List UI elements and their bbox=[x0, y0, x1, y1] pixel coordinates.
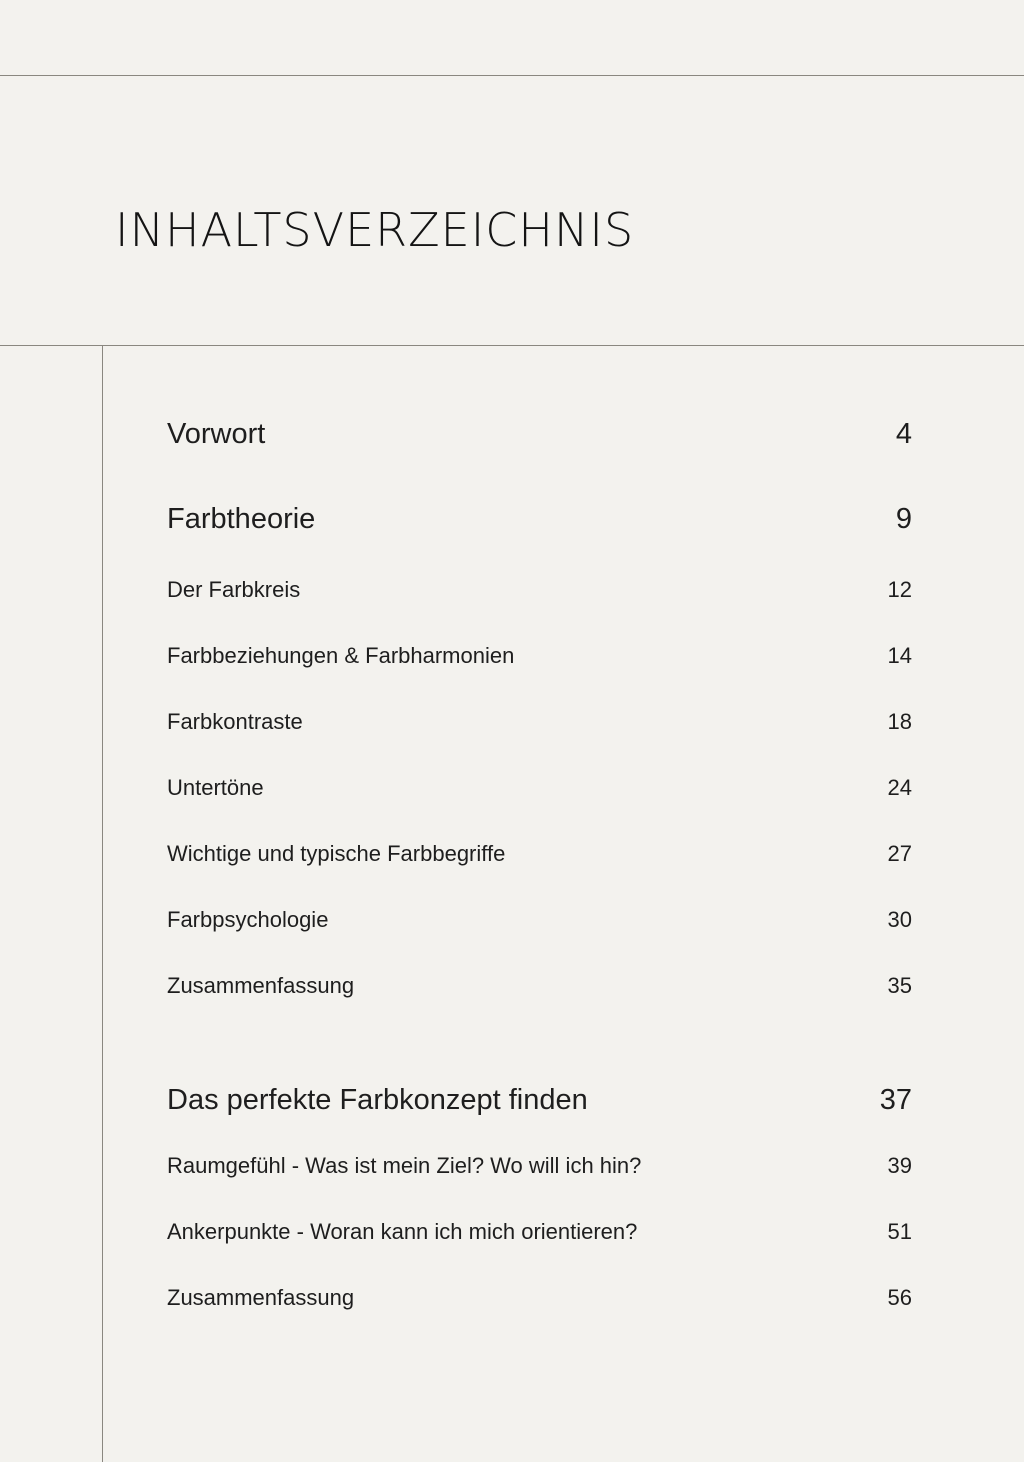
toc-entry-page: 35 bbox=[887, 973, 912, 998]
toc-entry-zusammenfassung-2 bbox=[167, 1284, 912, 1312]
toc-entry-raumgefuehl bbox=[167, 1152, 912, 1180]
toc-entry-page: 37 bbox=[879, 1084, 912, 1116]
toc-entry-page: 51 bbox=[887, 1219, 912, 1244]
toc-entry-label: Ankerpunkte - Woran kann ich mich orientieren? bbox=[167, 1219, 638, 1244]
toc-entry-label: Farbbeziehungen & Farbharmonien bbox=[167, 643, 515, 668]
toc-entry-zusammenfassung-1 bbox=[167, 972, 912, 1000]
toc-entry-farbkreis bbox=[167, 576, 912, 604]
toc-entry-label: Das perfekte Farbkonzept finden bbox=[167, 1084, 588, 1116]
header-divider bbox=[0, 345, 1024, 346]
toc-entry-page: 24 bbox=[887, 775, 912, 800]
toc-entry-page: 27 bbox=[887, 841, 912, 866]
toc-entry-label: Untertöne bbox=[167, 775, 264, 800]
toc-entry-label: Raumgefühl - Was ist mein Ziel? Wo will ich hin? bbox=[167, 1153, 642, 1178]
toc-entry-label: Farbkontraste bbox=[167, 709, 303, 734]
left-margin-line bbox=[102, 346, 103, 1462]
toc-entry-farbbeziehungen bbox=[167, 642, 912, 670]
toc-entry-page: 14 bbox=[887, 643, 912, 668]
toc-entry-page: 56 bbox=[887, 1285, 912, 1310]
toc-entry-farbbegriffe bbox=[167, 840, 912, 868]
toc-entry-label: Farbtheorie bbox=[167, 503, 316, 535]
toc-entry-ankerpunkte bbox=[167, 1218, 912, 1246]
toc-entry-farbkonzept bbox=[167, 1082, 912, 1118]
toc-entry-page: 18 bbox=[887, 709, 912, 734]
toc-entry-label: Wichtige und typische Farbbegriffe bbox=[167, 841, 506, 866]
toc-entry-farbkontraste bbox=[167, 708, 912, 736]
toc-entry-farbpsychologie bbox=[167, 906, 912, 934]
toc-entry-page: 4 bbox=[895, 418, 912, 450]
toc-entry-label: Farbpsychologie bbox=[167, 907, 329, 932]
toc-entry-label: Zusammenfassung bbox=[167, 1285, 355, 1310]
toc-entry-label: Zusammenfassung bbox=[167, 973, 355, 998]
page-title: INHALTSVERZEICHNIS bbox=[115, 203, 635, 257]
toc-entry-label: Vorwort bbox=[167, 418, 266, 450]
toc-entry-page: 9 bbox=[895, 503, 912, 535]
toc-entry-vorwort bbox=[167, 416, 912, 452]
toc-entry-farbtheorie bbox=[167, 501, 912, 537]
top-divider bbox=[0, 75, 1024, 76]
toc-entry-label: Der Farbkreis bbox=[167, 577, 301, 602]
toc-entry-page: 39 bbox=[887, 1153, 912, 1178]
toc-entry-page: 12 bbox=[887, 577, 912, 602]
toc-entry-untertoene bbox=[167, 774, 912, 802]
toc-entry-page: 30 bbox=[887, 907, 912, 932]
